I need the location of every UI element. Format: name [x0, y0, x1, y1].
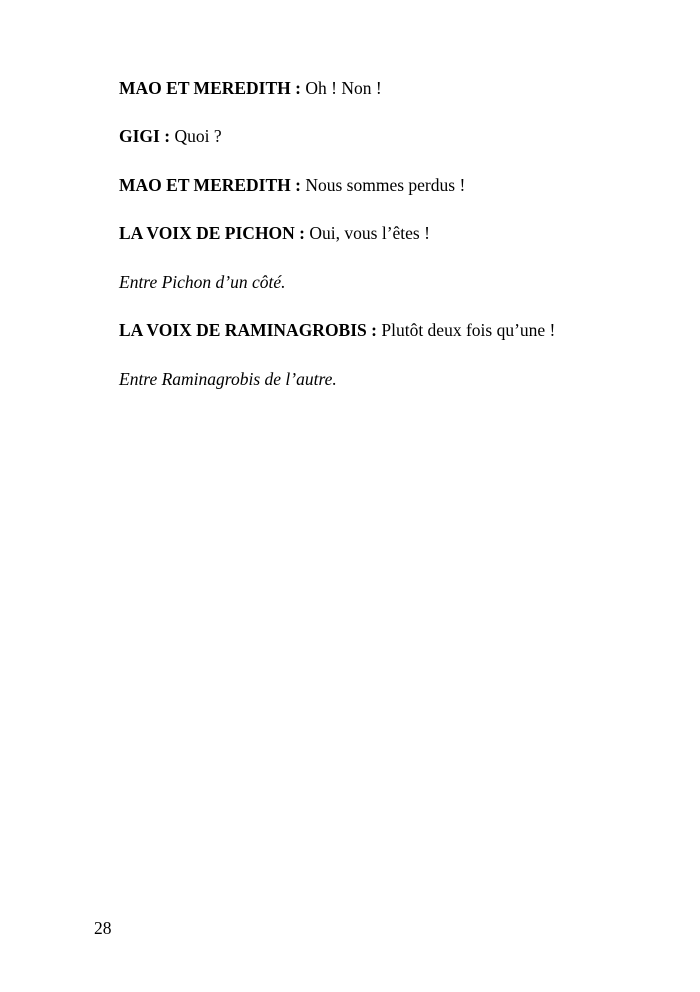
speaker-name: MAO ET MEREDITH : — [119, 78, 301, 98]
dialogue-text: Quoi ? — [170, 126, 222, 146]
dialogue-line — [119, 125, 222, 147]
dialogue-text: Plutôt deux fois qu’une ! — [376, 320, 556, 340]
stage-direction: Entre Raminagrobis de l’autre. — [119, 369, 337, 389]
dialogue-line — [119, 77, 382, 99]
speaker-name: LA VOIX DE RAMINAGROBIS : — [119, 320, 377, 340]
dialogue-text: Oh ! Non ! — [300, 78, 382, 98]
dialogue-line — [119, 319, 555, 341]
dialogue-line — [119, 174, 465, 196]
stage-direction: Entre Pichon d’un côté. — [119, 272, 286, 292]
speaker-name: MAO ET MEREDITH : — [119, 175, 301, 195]
speaker-name: GIGI : — [119, 126, 171, 146]
speaker-name: LA VOIX DE PICHON : — [119, 223, 306, 243]
dialogue-text: Oui, vous l’êtes ! — [305, 223, 430, 243]
dialogue-text: Nous sommes perdus ! — [300, 175, 466, 195]
page-number: 28 — [94, 918, 112, 938]
dialogue-line — [119, 222, 430, 244]
